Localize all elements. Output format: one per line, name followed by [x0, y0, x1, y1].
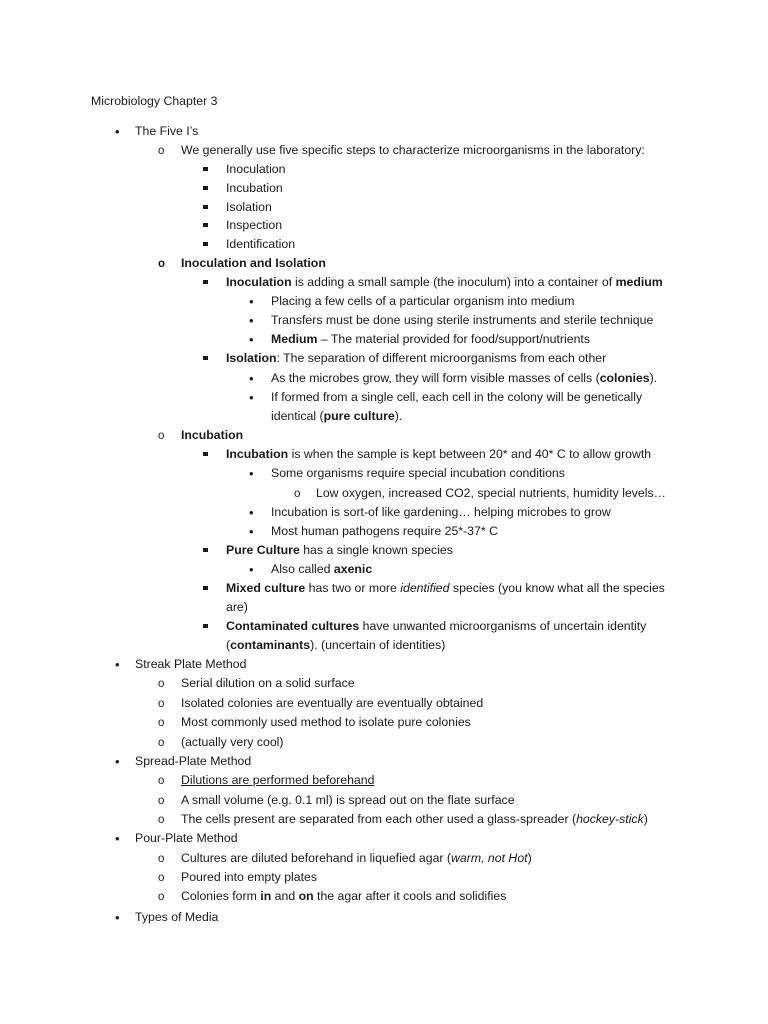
text-run: Medium: [271, 332, 318, 346]
text-run: axenic: [333, 562, 373, 576]
text-run: We generally use five specific steps to characterize microorganisms in the laboratory:: [181, 143, 645, 157]
square-bullet-icon: [203, 273, 217, 292]
outline-item-level-1: [0, 908, 768, 927]
outline-item-level-3: [0, 579, 768, 598]
outline-item-text: [181, 771, 374, 790]
outline-item-level-3: [0, 273, 768, 292]
circle-bullet-icon: [294, 484, 308, 504]
text-run: Isolation: [226, 351, 277, 365]
document-title: [0, 92, 768, 111]
text-run: Types of Media: [135, 910, 219, 924]
outline-item-level-2: [0, 810, 768, 829]
circle-bullet-icon: [158, 810, 172, 830]
outline-item-text: [226, 216, 282, 235]
outline-item-text: [271, 407, 402, 426]
outline-item-text: [181, 733, 284, 752]
outline-item-level-4: [0, 522, 768, 541]
bullet-icon: [249, 330, 263, 350]
text-run: Placing a few cells of a particular organism into medium: [271, 294, 575, 308]
square-bullet-icon: [203, 349, 217, 368]
circle-bullet-icon: [158, 674, 172, 694]
text-run: is adding a small sample (the inoculum) into a container of: [291, 275, 616, 289]
outline-item-text: [226, 579, 665, 598]
text-run: warm, not Hot: [451, 851, 528, 865]
bullet-icon: [115, 829, 129, 849]
text-run: Most human pathogens require 25*-37* C: [271, 524, 498, 538]
square-bullet-icon: [203, 179, 217, 198]
outline-item-text: [271, 503, 611, 522]
circle-bullet-icon: [158, 771, 172, 791]
outline-item-text: [181, 810, 648, 829]
circle-bullet-icon: [158, 733, 172, 753]
outline-item-level-2: [0, 887, 768, 906]
circle-bullet-icon: [158, 791, 172, 811]
text-run: on: [298, 889, 314, 903]
outline-item-text: [181, 674, 355, 693]
bullet-icon: [249, 503, 263, 523]
outline-item-level-1: [0, 829, 768, 848]
outline-item-level-3: [0, 160, 768, 179]
text-run: Pour-Plate Method: [135, 831, 238, 845]
outline-item-level-4: [0, 330, 768, 349]
bullet-icon: [115, 122, 129, 142]
text-run: Dilutions are performed beforehand: [181, 773, 375, 787]
outline-item-text: [226, 598, 248, 617]
square-bullet-icon: [203, 579, 217, 598]
outline-item-text: [271, 292, 574, 311]
text-run: identified: [400, 581, 450, 595]
text-run: Inoculation and Isolation: [181, 256, 326, 270]
text-run: Contaminated cultures: [226, 619, 360, 633]
text-run: colonies: [599, 371, 650, 385]
text-run: species (you know what all the species: [449, 581, 665, 595]
outline-item-text: [181, 791, 515, 810]
text-run: Poured into empty plates: [181, 870, 318, 884]
text-run: Spread-Plate Method: [135, 754, 252, 768]
bullet-icon: [249, 560, 263, 580]
text-run: Inoculation: [226, 275, 292, 289]
square-bullet-icon: [203, 198, 217, 217]
text-run: has two or more: [305, 581, 401, 595]
circle-bullet-icon: [158, 849, 172, 869]
text-run: Isolated colonies are eventually are eventually obtained: [181, 696, 484, 710]
outline-item-level-2: [0, 868, 768, 887]
outline-item-text: [181, 713, 471, 732]
text-run: Cultures are diluted beforehand in liquefied agar (: [181, 851, 452, 865]
text-run: Incubation: [226, 181, 283, 195]
circle-bullet-icon: [158, 694, 172, 714]
text-run: Some organisms require special incubation conditions: [271, 466, 565, 480]
outline-item-text: [271, 388, 642, 407]
text-run: Serial dilution on a solid surface: [181, 676, 355, 690]
square-bullet-icon: [203, 235, 217, 254]
circle-bullet-icon: [158, 426, 172, 446]
text-run: Colonies form: [181, 889, 261, 903]
outline-item-level-2: [0, 791, 768, 810]
bullet-icon: [249, 369, 263, 389]
outline-item-level-4: [0, 388, 768, 407]
text-run: identical (: [271, 409, 324, 423]
outline-item-text: [271, 464, 565, 483]
outline-item-level-4: [0, 464, 768, 483]
bullet-icon: [115, 655, 129, 675]
text-run: pure culture: [323, 409, 395, 423]
outline-item-text: [226, 198, 272, 217]
text-run: medium: [615, 275, 663, 289]
outline-item-level-4: [0, 311, 768, 330]
outline-item-text: [181, 254, 326, 273]
outline-item-level-3: [0, 617, 768, 636]
circle-bullet-icon: [158, 887, 172, 907]
outline-item-level-4: [0, 407, 768, 426]
text-run: The cells present are separated from each other used a glass-spreader (: [181, 812, 577, 826]
title-text: Microbiology Chapter 3: [91, 94, 218, 108]
outline-item-text: [135, 655, 246, 674]
outline-item-text: [226, 636, 445, 655]
text-run: are): [226, 600, 248, 614]
outline-item-text: [135, 829, 238, 848]
outline-item-text: [271, 522, 498, 541]
circle-bullet-icon: [158, 254, 172, 274]
text-run: Pure Culture: [226, 543, 300, 557]
square-bullet-icon: [203, 541, 217, 560]
outline-item-text: [226, 235, 295, 254]
text-run: ).: [394, 409, 403, 423]
outline-item-text: [271, 560, 372, 579]
square-bullet-icon: [203, 617, 217, 636]
outline-item-text: [226, 349, 606, 368]
outline-item-level-2: [0, 694, 768, 713]
outline-item-level-1: [0, 655, 768, 674]
outline-item-level-3: [0, 198, 768, 217]
bullet-icon: [249, 388, 263, 408]
text-run: Streak Plate Method: [135, 657, 247, 671]
outline-item-text: [271, 369, 657, 388]
outline-item-level-2: [0, 254, 768, 273]
outline-item-level-3: [0, 179, 768, 198]
square-bullet-icon: [203, 160, 217, 179]
text-run: Mixed culture: [226, 581, 306, 595]
text-run: If formed from a single cell, each cell in the colony will be genetically: [271, 390, 643, 404]
text-run: Isolation: [226, 200, 272, 214]
circle-bullet-icon: [158, 141, 172, 161]
text-run: (: [226, 638, 231, 652]
text-run: ): [527, 851, 532, 865]
outline-item-level-4: [0, 369, 768, 388]
text-run: Incubation: [226, 447, 289, 461]
outline-item-level-2: [0, 713, 768, 732]
text-run: is when the sample is kept between 20* and 40* C to allow growth: [288, 447, 652, 461]
text-run: As the microbes grow, they will form visible masses of cells (: [271, 371, 600, 385]
text-run: the agar after it cools and solidifies: [313, 889, 507, 903]
outline-item-text: [271, 311, 653, 330]
bullet-icon: [115, 908, 129, 928]
outline-item-level-2: [0, 674, 768, 693]
bullet-icon: [249, 522, 263, 542]
outline-item-text: [226, 160, 285, 179]
outline-item-text: [271, 330, 590, 349]
outline-item-text: [226, 617, 646, 636]
circle-bullet-icon: [158, 868, 172, 888]
outline-item-level-3: [0, 598, 768, 617]
text-run: (actually very cool): [181, 735, 284, 749]
outline-item-text: [226, 445, 651, 464]
text-run: have unwanted microorganisms of uncertain identity: [359, 619, 647, 633]
outline-item-level-3: [0, 216, 768, 235]
square-bullet-icon: [203, 445, 217, 464]
bullet-icon: [249, 311, 263, 331]
outline-item-level-2: [0, 733, 768, 752]
outline-item-text: [226, 541, 453, 560]
outline-item-level-2: [0, 771, 768, 790]
outline-item-level-1: [0, 122, 768, 141]
text-run: hockey-stick: [576, 812, 644, 826]
outline-item-level-4: [0, 292, 768, 311]
text-run: Incubation is sort-of like gardening… helping microbes to grow: [271, 505, 611, 519]
outline-item-text: [135, 122, 198, 141]
outline-item-text: [181, 868, 317, 887]
text-run: Incubation: [181, 428, 244, 442]
outline-item-level-2: [0, 849, 768, 868]
outline-item-text: [226, 273, 663, 292]
text-run: Identification: [226, 237, 296, 251]
bullet-icon: [249, 464, 263, 484]
text-run: ).: [649, 371, 658, 385]
text-run: Inoculation: [226, 162, 286, 176]
text-run: Low oxygen, increased CO2, special nutrients, humidity levels…: [316, 486, 666, 500]
outline-item-text: [181, 694, 483, 713]
text-run: – The material provided for food/support/nutrients: [317, 332, 590, 346]
outline-item-level-3: [0, 636, 768, 655]
bullet-icon: [115, 752, 129, 772]
outline-item-text: [135, 908, 218, 927]
bullet-icon: [249, 292, 263, 312]
outline-item-text: [181, 141, 645, 160]
text-run: contaminants: [230, 638, 311, 652]
outline-item-text: [181, 849, 532, 868]
outline-item-text: [226, 179, 283, 198]
text-run: : The separation of different microorganisms from each other: [276, 351, 607, 365]
text-run: Also called: [271, 562, 334, 576]
outline-item-level-3: [0, 445, 768, 464]
outline-item-level-3: [0, 235, 768, 254]
text-run: A small volume (e.g. 0.1 ml) is spread out on the flate surface: [181, 793, 515, 807]
outline-item-level-3: [0, 349, 768, 368]
square-bullet-icon: [203, 216, 217, 235]
outline-item-level-2: [0, 141, 768, 160]
text-run: Transfers must be done using sterile instruments and sterile technique: [271, 313, 654, 327]
outline-item-level-1: [0, 752, 768, 771]
outline-item-level-3: [0, 541, 768, 560]
text-run: ). (uncertain of identities): [310, 638, 446, 652]
outline-item-level-2: [0, 426, 768, 445]
text-run: Most commonly used method to isolate pure colonies: [181, 715, 471, 729]
outline-item-level-4: [0, 560, 768, 579]
text-run: and: [271, 889, 299, 903]
text-run: Inspection: [226, 218, 283, 232]
outline-item-text: [135, 752, 251, 771]
text-run: in: [260, 889, 272, 903]
outline-item-text: [181, 426, 243, 445]
outline-item-text: [316, 484, 666, 503]
outline-item-text: [181, 887, 506, 906]
outline-item-level-4: [0, 503, 768, 522]
circle-bullet-icon: [158, 713, 172, 733]
text-run: has a single known species: [299, 543, 453, 557]
text-run: ): [643, 812, 648, 826]
outline-item-level-5: [0, 484, 768, 503]
text-run: The Five I’s: [135, 124, 199, 138]
